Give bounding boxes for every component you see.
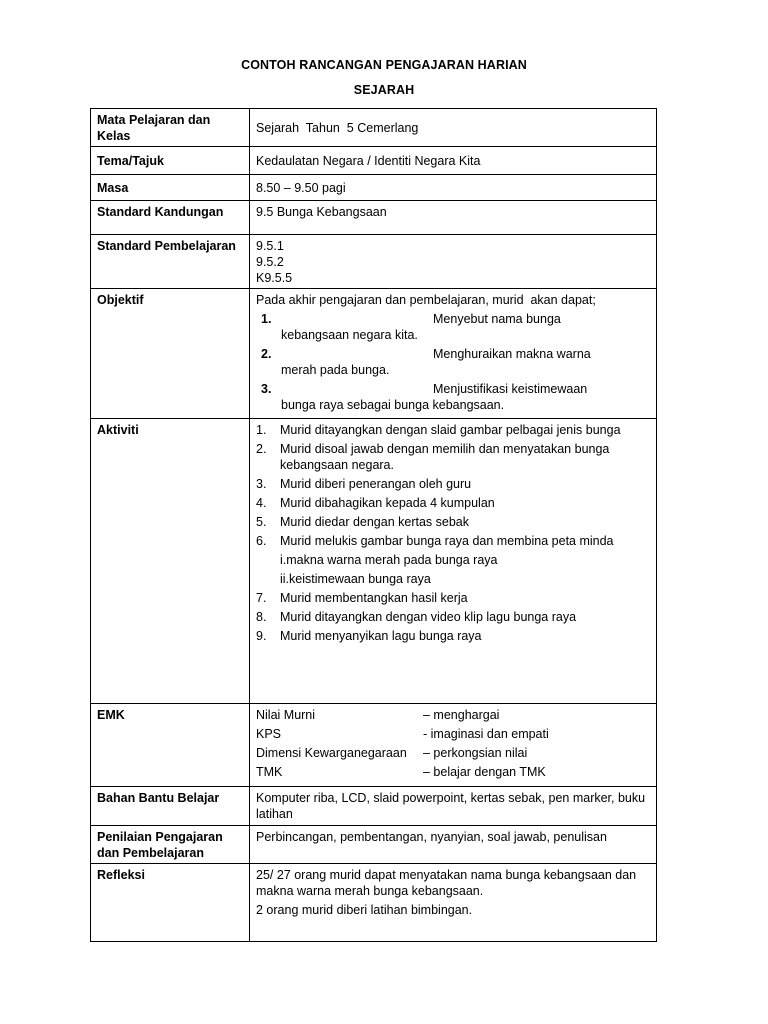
value-emk xyxy=(250,704,657,787)
row-refleksi xyxy=(91,864,657,942)
value-bahan: Komputer riba, LCD, slaid powerpoint, kertas sebak, pen marker, buku latihan xyxy=(250,787,657,826)
value-standard-kandungan: 9.5 Bunga Kebangsaan xyxy=(250,201,657,235)
row-standard-kandungan xyxy=(91,201,657,235)
value-refleksi xyxy=(250,864,657,942)
aktiviti-item: 3. Murid diberi penerangan oleh guru xyxy=(256,477,472,491)
label-mata-pelajaran: Mata Pelajaran dan Kelas xyxy=(91,109,250,147)
objektif-number: 1. xyxy=(261,312,272,326)
aktiviti-item: 6. Murid melukis gambar bunga raya dan membina peta minda xyxy=(256,534,614,548)
aktiviti-item: 7. Murid membentangkan hasil kerja xyxy=(256,591,468,605)
label-aktiviti: Aktiviti xyxy=(91,419,250,704)
row-standard-pembelajaran xyxy=(91,235,657,289)
row-masa xyxy=(91,175,657,201)
row-aktiviti xyxy=(91,419,657,704)
aktiviti-subitem: ii.keistimewaan bunga raya xyxy=(280,572,431,586)
subject-heading: SEJARAH xyxy=(353,83,415,97)
label-bahan: Bahan Bantu Belajar xyxy=(91,787,250,826)
emk-item: Nilai Murni – menghargai xyxy=(256,708,500,722)
objektif-item xyxy=(256,381,650,413)
label-emk: EMK xyxy=(91,704,250,787)
objektif-item xyxy=(256,311,650,343)
aktiviti-subitem: i.makna warna merah pada bunga raya xyxy=(280,553,498,567)
label-standard-kandungan: Standard Kandungan xyxy=(91,201,250,235)
value-objektif xyxy=(250,289,657,419)
row-penilaian xyxy=(91,826,657,864)
row-emk xyxy=(91,704,657,787)
aktiviti-item: 4. Murid dibahagikan kepada 4 kumpulan xyxy=(256,496,495,510)
value-standard-pembelajaran xyxy=(250,235,657,289)
objektif-item xyxy=(256,346,650,378)
emk-item: KPS - imaginasi dan empati xyxy=(256,727,549,741)
aktiviti-list xyxy=(256,422,650,549)
objektif-text: Menyebut nama bunga xyxy=(433,312,561,326)
row-mata-pelajaran xyxy=(91,109,657,147)
label-standard-pembelajaran: Standard Pembelajaran xyxy=(91,235,250,289)
objektif-intro: Pada akhir pengajaran dan pembelajaran, murid akan dapat; xyxy=(256,293,596,307)
objektif-number: 3. xyxy=(261,382,272,396)
objektif-text: Menghuraikan makna warna xyxy=(433,347,591,361)
mata-pelajaran-text: Sejarah Tahun 5 Cemerlang xyxy=(256,121,419,135)
objektif-number: 2. xyxy=(261,347,272,361)
row-bahan xyxy=(91,787,657,826)
aktiviti-item: 9. Murid menyanyikan lagu bunga raya xyxy=(256,629,482,643)
document-title: CONTOH RANCANGAN PENGAJARAN HARIAN xyxy=(241,58,527,72)
emk-item: Dimensi Kewarganegaraan – perkongsian nilai xyxy=(256,746,528,760)
value-mata-pelajaran xyxy=(250,109,657,147)
lesson-plan-table xyxy=(90,108,657,942)
refleksi-paragraph: 2 orang murid diberi latihan bimbingan. xyxy=(256,903,473,917)
value-aktiviti xyxy=(250,419,657,704)
objektif-text-cont: kebangsaan negara kita. xyxy=(281,328,418,342)
value-tema: Kedaulatan Negara / Identiti Negara Kita xyxy=(250,147,657,175)
label-penilaian: Penilaian Pengajaran dan Pembelajaran xyxy=(91,826,250,864)
label-refleksi: Refleksi xyxy=(91,864,250,942)
standard-pembelajaran-item: 9.5.1 xyxy=(256,239,284,253)
aktiviti-item: 1. Murid ditayangkan dengan slaid gambar pelbagai jenis bunga xyxy=(256,423,621,437)
standard-pembelajaran-item: 9.5.2 xyxy=(256,255,284,269)
row-tema xyxy=(91,147,657,175)
aktiviti-item: 5. Murid diedar dengan kertas sebak xyxy=(256,515,470,529)
label-objektif: Objektif xyxy=(91,289,250,419)
value-masa: 8.50 – 9.50 pagi xyxy=(250,175,657,201)
label-masa: Masa xyxy=(91,175,250,201)
refleksi-paragraph: 25/ 27 orang murid dapat menyatakan nama bunga kebangsaan dan makna warna merah bunga kebangsaan. xyxy=(256,868,637,898)
emk-item: TMK – belajar dengan TMK xyxy=(256,765,546,779)
value-penilaian: Perbincangan, pembentangan, nyanyian, soal jawab, penulisan xyxy=(250,826,657,864)
objektif-text-cont: bunga raya sebagai bunga kebangsaan. xyxy=(281,398,505,412)
label-tema: Tema/Tajuk xyxy=(91,147,250,175)
objektif-text: Menjustifikasi keistimewaan xyxy=(433,382,588,396)
aktiviti-list-cont xyxy=(256,590,650,644)
standard-pembelajaran-item: K9.5.5 xyxy=(256,271,293,285)
aktiviti-item: 2. Murid disoal jawab dengan memilih dan menyatakan bunga kebangsaan negara. xyxy=(256,442,610,472)
row-objektif xyxy=(91,289,657,419)
objektif-text-cont: merah pada bunga. xyxy=(281,363,390,377)
aktiviti-item: 8. Murid ditayangkan dengan video klip lagu bunga raya xyxy=(256,610,577,624)
